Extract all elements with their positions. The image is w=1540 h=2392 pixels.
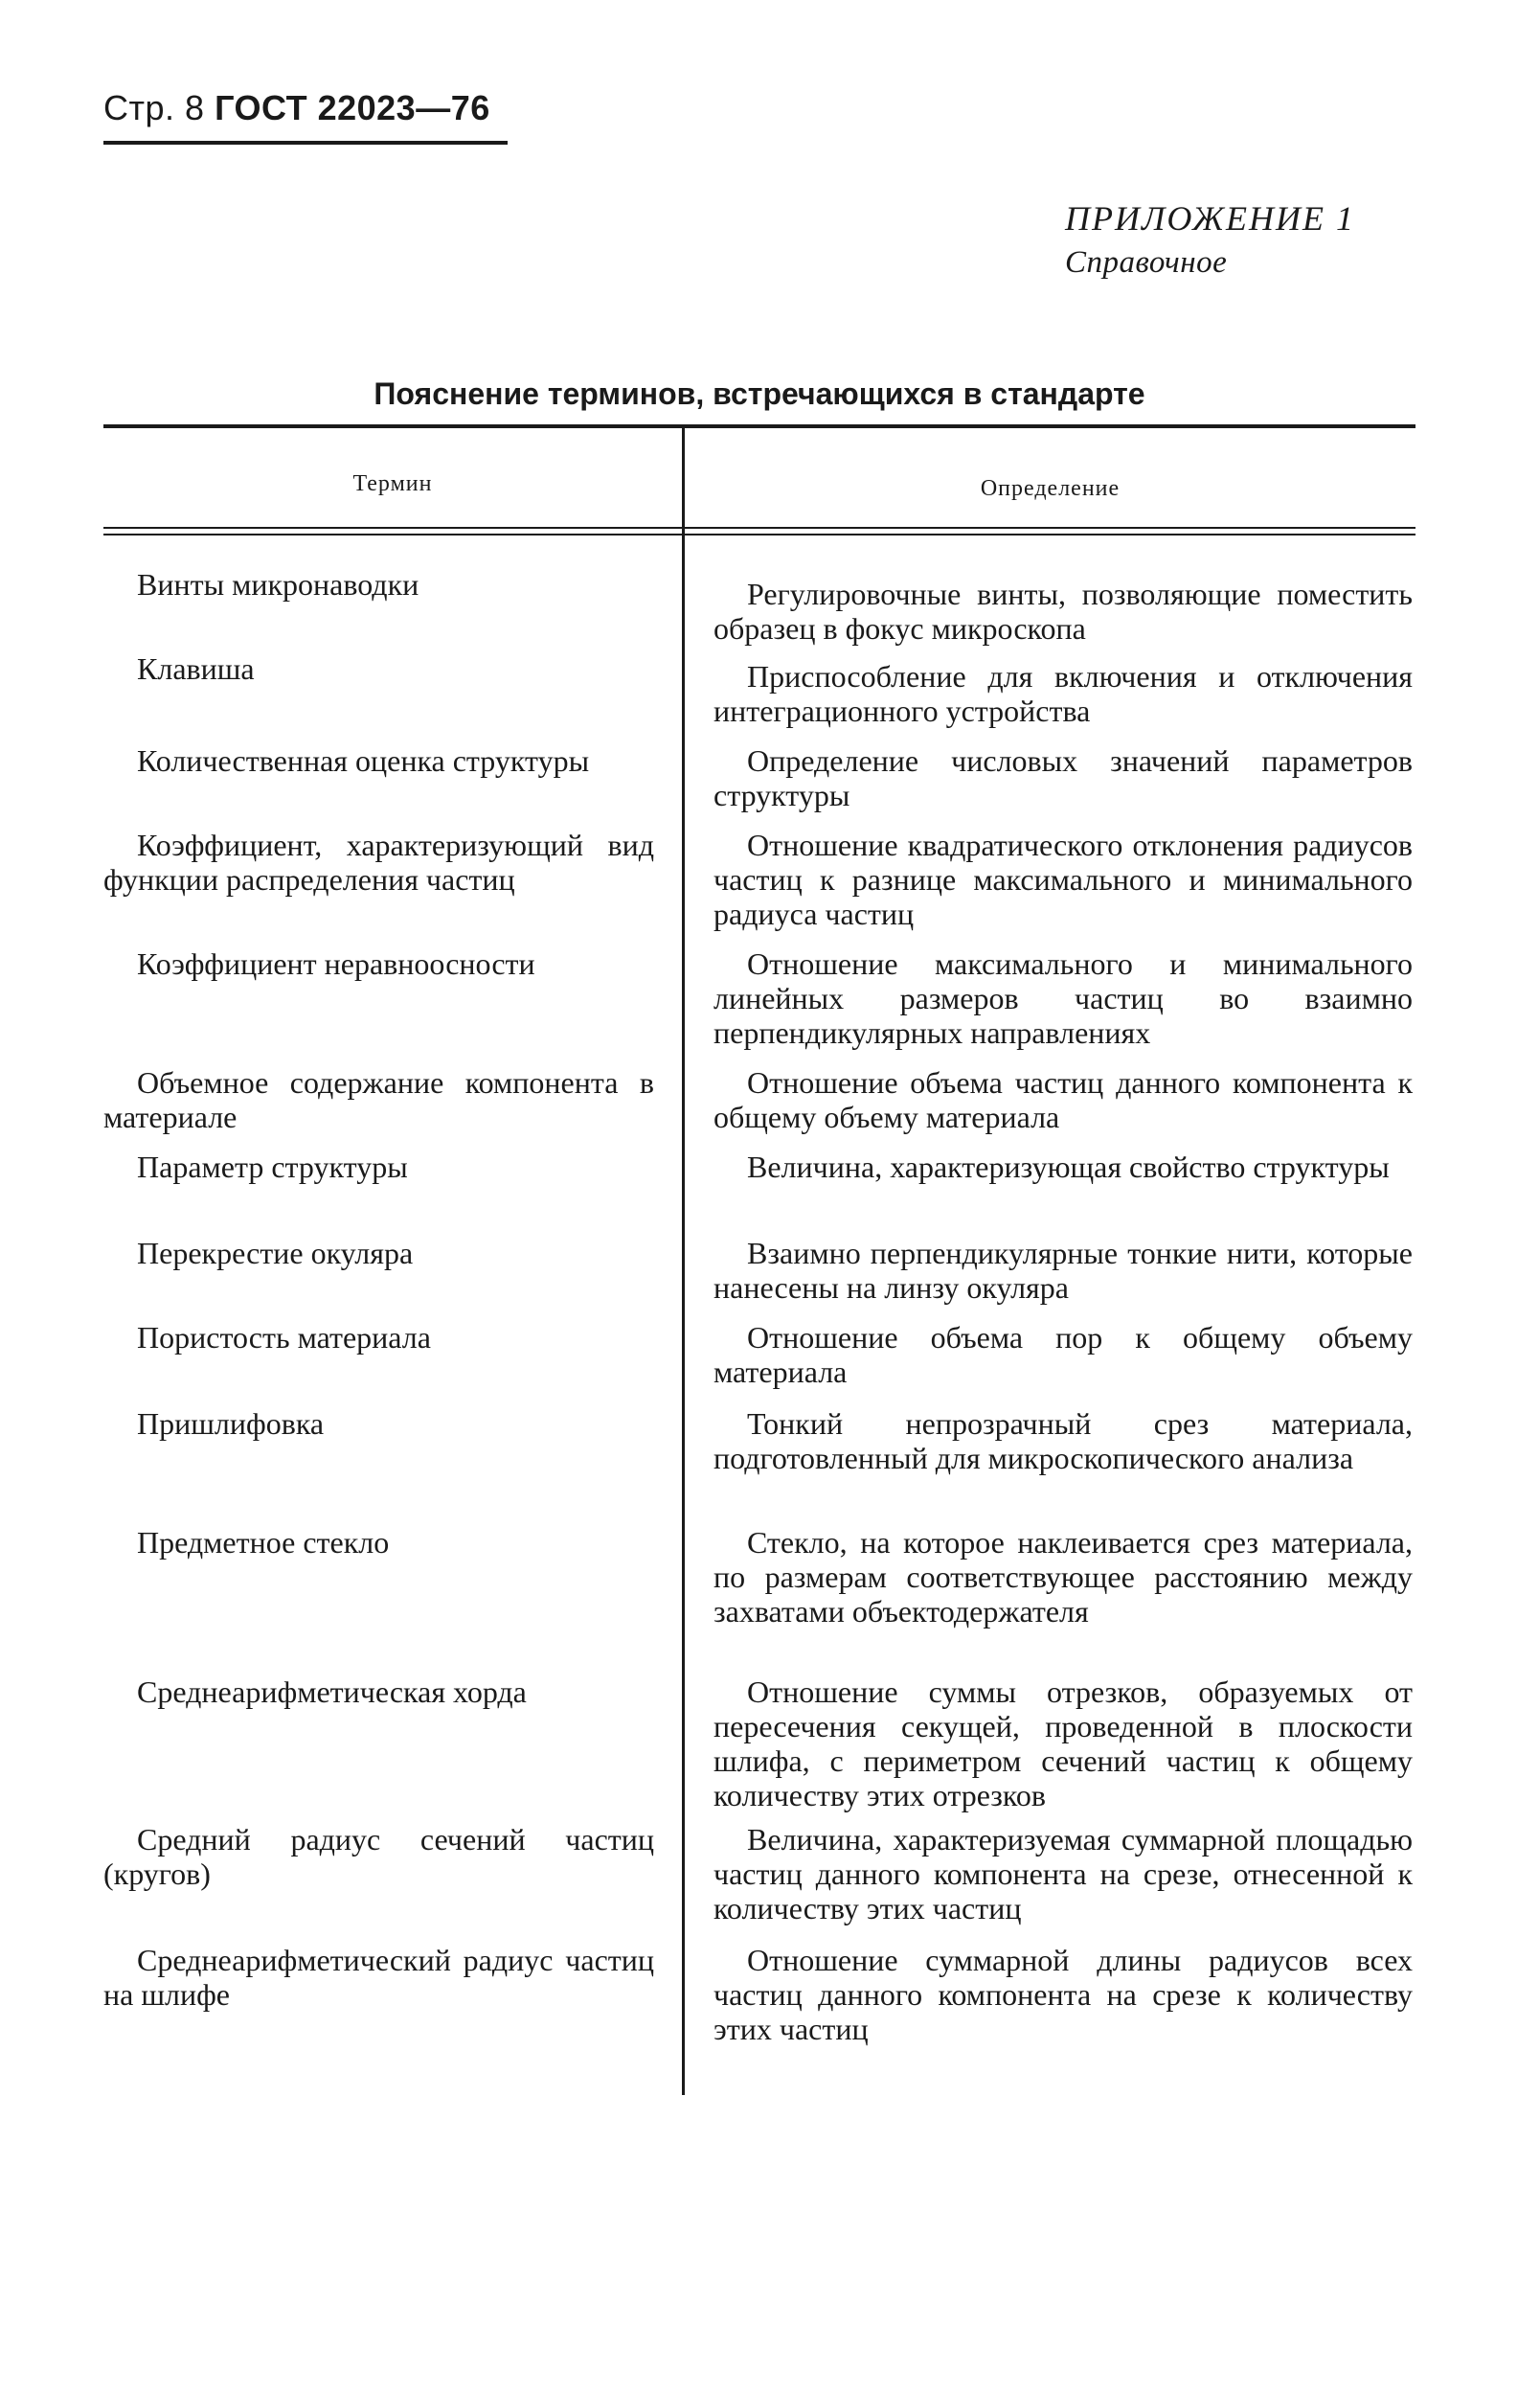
term-cell: Объемное содержание компонента в материале (103, 1065, 654, 1134)
term-cell: Клавиша (137, 651, 255, 686)
term-cell: Перекрестие окуляра (137, 1236, 414, 1270)
definition-cell: Приспособление для включения и отключения интеграционного устройства (713, 659, 1413, 728)
term-cell: Среднеарифметическая хорда (137, 1674, 527, 1709)
standard-code: ГОСТ 22023—76 (215, 88, 490, 127)
definition-cell: Величина, характеризующая свойство структуры (747, 1150, 1390, 1184)
definition-cell: Регулировочные винты, позволяющие поместить образец в фокус микроскопа (713, 577, 1413, 646)
term-cell: Винты микронаводки (137, 567, 419, 602)
definition-cell: Отношение объема частиц данного компонента к общему объему материала (713, 1065, 1413, 1134)
column-header-definition: Определение (980, 476, 1121, 501)
term-cell: Коэффициент неравноосности (137, 946, 535, 981)
appendix-subtitle: Справочное (1065, 245, 1228, 280)
definition-cell: Отношение объема пор к общему объему материала (713, 1320, 1413, 1389)
table-title: Пояснение терминов, встречающихся в стандарте (374, 376, 1145, 411)
definition-cell: Отношение квадратического отклонения радиусов частиц к разнице максимального и минимального радиуса частиц (713, 828, 1413, 931)
definition-cell: Стекло, на которое наклеивается срез материала, по размерам соответствующее расстоянию между захватами объектодержателя (713, 1525, 1413, 1629)
definition-cell: Отношение суммы отрезков, образуемых от пересечения секущей, проведенной в плоскости шлифа, с периметром сечений частиц к общему количеству этих отрезков (713, 1674, 1413, 1812)
column-header-term: Термин (352, 471, 433, 496)
definition-cell: Отношение суммарной длины радиусов всех частиц данного компонента на срезе к количеству этих частиц (713, 1943, 1413, 2046)
term-cell: Пришлифовка (137, 1406, 325, 1441)
definition-cell: Определение числовых значений параметров структуры (713, 743, 1413, 812)
page-number: Стр. 8 (103, 88, 205, 127)
definition-cell: Тонкий непрозрачный срез материала, подготовленный для микроскопического анализа (713, 1406, 1413, 1475)
term-cell: Предметное стекло (137, 1525, 390, 1560)
definition-cell: Взаимно перпендикулярные тонкие нити, которые нанесены на линзу окуляра (713, 1236, 1413, 1305)
term-cell: Параметр структуры (137, 1150, 408, 1184)
term-cell: Количественная оценка структуры (137, 743, 590, 778)
term-cell: Пористость материала (137, 1320, 431, 1355)
definition-cell: Величина, характеризуемая суммарной площадью частиц данного компонента на срезе, отнесенной к количеству этих частиц (713, 1822, 1413, 1925)
term-cell: Среднеарифметический радиус частиц на шлифе (103, 1943, 654, 2012)
term-cell: Средний радиус сечений частиц (кругов) (103, 1822, 654, 1891)
definition-cell: Отношение максимального и минимального линейных размеров частиц во взаимно перпендикулярных направлениях (713, 946, 1413, 1050)
term-cell: Коэффициент, характеризующий вид функции распределения частиц (103, 828, 654, 897)
appendix-title: ПРИЛОЖЕНИЕ 1 (1065, 199, 1355, 238)
